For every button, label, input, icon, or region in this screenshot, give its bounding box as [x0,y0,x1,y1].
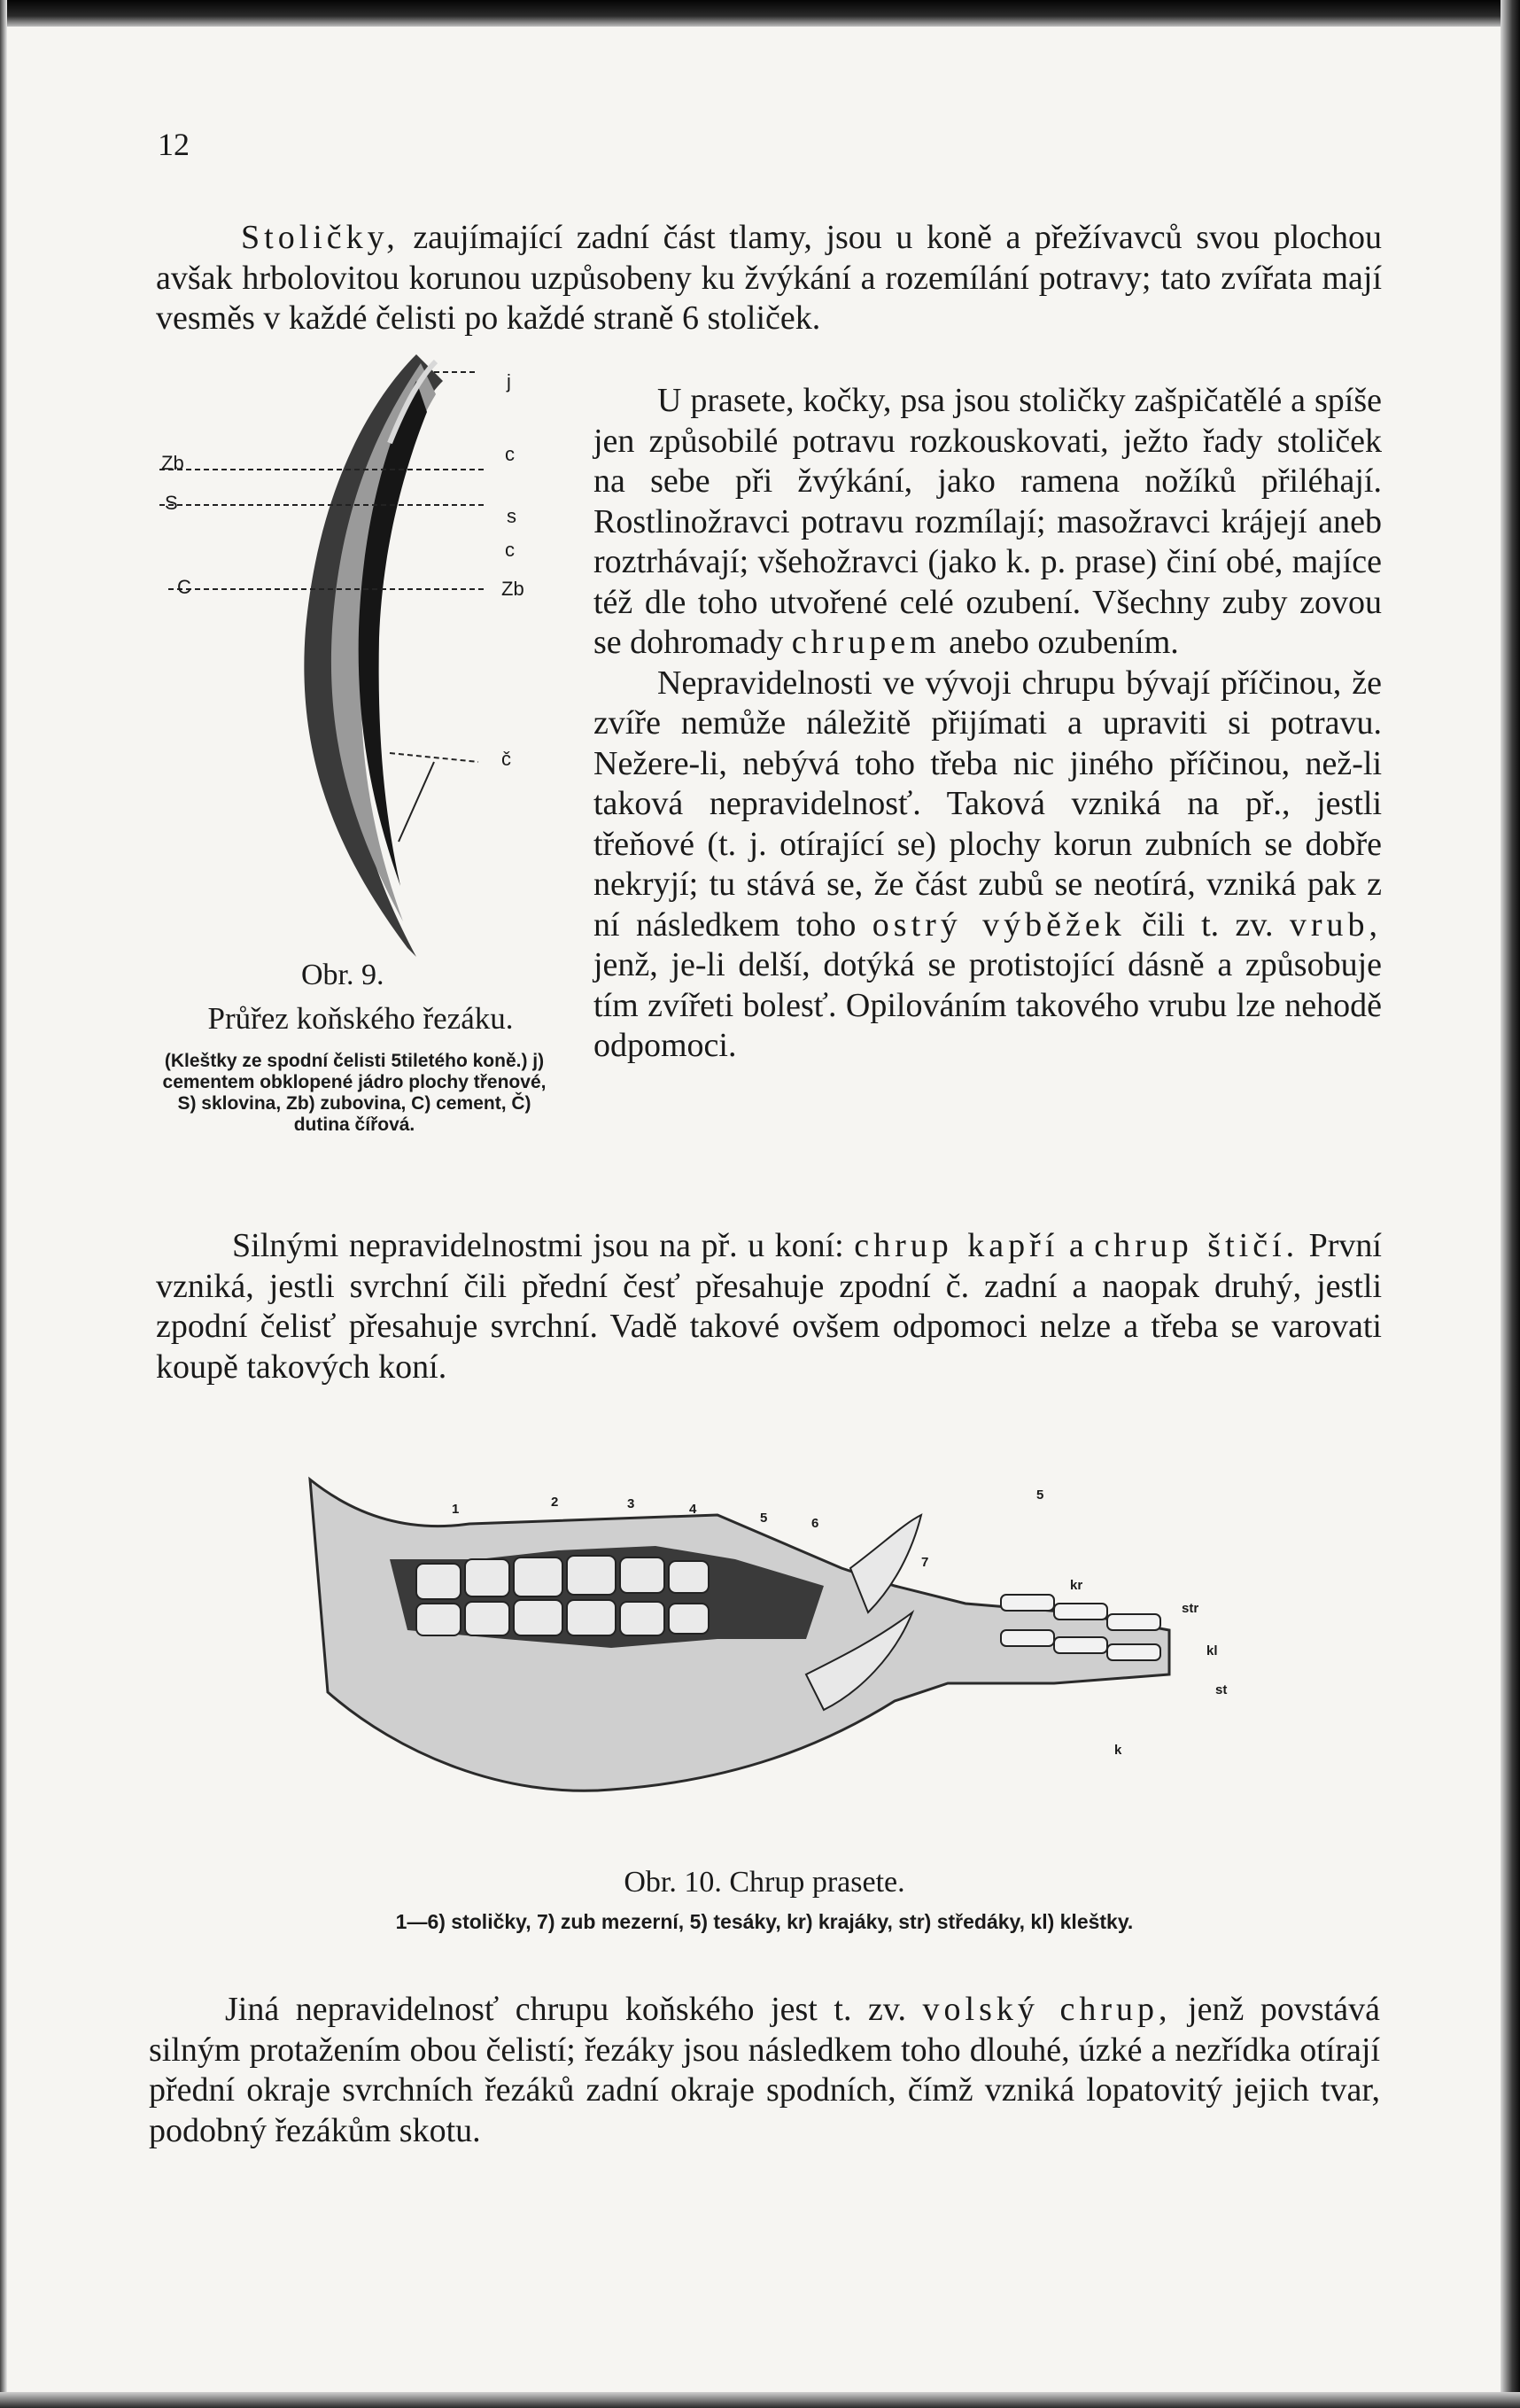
scan-border-top [0,0,1520,27]
fig9-label-s2: s [507,505,516,527]
paragraph-prase [593,381,1382,1067]
scan-border-right [1501,0,1520,2408]
paragraph-nepravidelnosti [156,1226,1382,1387]
fig9-label-c3: c [505,539,515,561]
figure-10-caption: 1—6) stoličky, 7) zub mezerní, 5) tesáky, kr) krajáky, str) středáky, kl) kleštky. [395,1910,1134,1933]
paragraph-text: jenž povstává silným protažením obou čelistí; řezáky jsou následkem toho dlouhé, úzké a nezřídka otírají přední okraje svrchních řezáků zadní okraje spodních, čímž vzniká lopatovitý jejich tvar, podobný řezákům skotu. [149,1991,1380,2149]
spaced-term: chrup štičí. [1094,1227,1299,1264]
spaced-term: chrup kapří [854,1227,1059,1264]
fig9-label-c: C [177,576,191,598]
spaced-term: chrupem [791,624,941,661]
fig10-label-4: 4 [689,1502,697,1517]
spaced-term: ostrý výběžek [872,905,1126,944]
paragraph-text: čili t. zv. [1125,905,1274,944]
figure-10-pig-jaw [275,1462,1293,1834]
spaced-term: vrub, [1289,905,1383,944]
paragraph-text: jenž, je-li delší, dotýká se protistojící dásně a způsobuje tím zvířeti bolesť. Opilováním takového vrubu lze nehodě odpomoci. [593,946,1382,1064]
paragraph-text: Silnými nepravidelnostmi jsou na př. u koní: [232,1227,844,1264]
paragraph-text: a [1059,1227,1084,1264]
fig9-label-c2: c [505,443,515,465]
figure-10-label: Obr. 10. Chrup prasete. [624,1866,905,1899]
paragraph-text: Jiná nepravidelnosť chrupu koňského jest t. zv. [225,1991,906,2028]
fig10-label-kl: kl [1206,1643,1218,1658]
paragraph-text: Nepravidelnosti ve vývoji chrupu bývají příčinou, že zvíře nemůže náležitě přijímati a upraviti si potravu. Nežere-li, nebývá toho třeba nic jiného příčinou, než-li taková nepravidelnosť. Taková vzniká na př., jestli třeňové (t. j. otírající se) plochy korun zubních se dobře nekryjí; tu stává se, že část zubů se neotírá, vzniká pak z ní následkem toho [593,664,1382,944]
fig10-label-str: str [1182,1601,1199,1616]
fig10-label-st: st [1215,1682,1228,1697]
fig10-label-7: 7 [921,1555,929,1570]
spaced-term: volský chrup, [922,1991,1172,2028]
fig10-label-2: 2 [551,1495,559,1510]
paragraph-text: U prasete, kočky, psa jsou stoličky zašpičatělé a spíše jen způsobilé potravu rozkouskovati, ježto řady stoliček na sebe při žvýkání, jako ramena nožíků přiléhají. Rostlinožravci potravu rozmílají; masožravci krájejí aneb roztrhávají; všehožravci (jako k. p. prase) činí obé, majíce též dle toho utvořené celé ozubení. Všechny zuby zovou se dohromady [593,382,1382,661]
paragraph-text: První vzniká, jestli svrchní čili přední česť přesahuje zpodní č. zadní a naopak druhý, jestli zpodní čelisť přesahuje svrchní. Vadě takové ovšem odpomoci nelze a třeba se varovati koupě takových koní. [156,1227,1382,1386]
fig10-label-1: 1 [452,1502,460,1517]
pig-jaw-illustration [275,1462,1293,1834]
fig10-label-6: 6 [811,1516,819,1531]
page-number: 12 [158,127,190,162]
fig9-label-zb2: Zb [501,578,524,600]
figure-9-caption: (Kleštky ze spodní čelisti 5tiletého koně.) j) cementem obklopené jádro plochy třenové, S) sklovina, Zb) zubovina, C) cement, Č) dutina čířová. [162,1051,547,1135]
fig10-label-kr: kr [1070,1578,1083,1593]
paragraph-text: zaujímající zadní část tlamy, jsou u koně a přežívavců svou plochou avšak hrbolovitou korunou uzpůsobeny ku žvýkání a rozemílání potravy; tato zvířata mají vesměs v každé čelisti po každé straně 6 stoliček. [156,219,1382,337]
fig9-label-zb: Zb [161,452,184,474]
fig10-label-k: k [1114,1743,1122,1758]
paragraph-stolicky [156,218,1382,337]
scan-border-left [0,0,7,2408]
fig9-label-s: S [165,492,178,514]
spaced-term: Stoličky, [241,219,399,256]
fig10-label-5b: 5 [1036,1488,1044,1503]
fig10-label-5: 5 [760,1511,768,1526]
paragraph-text: anebo ozubením. [940,624,1179,661]
scan-border-bottom [0,2392,1520,2408]
paragraph-volsky-chrup [149,1990,1380,2151]
tooth-section-illustration [151,346,585,966]
figure-9-title: Průřez koňského řezáku. [207,1001,514,1036]
fig9-label-cc: č [501,748,511,770]
fig10-label-3: 3 [627,1496,635,1511]
figure-9-label: Obr. 9. [301,959,384,991]
fig9-label-j: j [507,370,511,392]
